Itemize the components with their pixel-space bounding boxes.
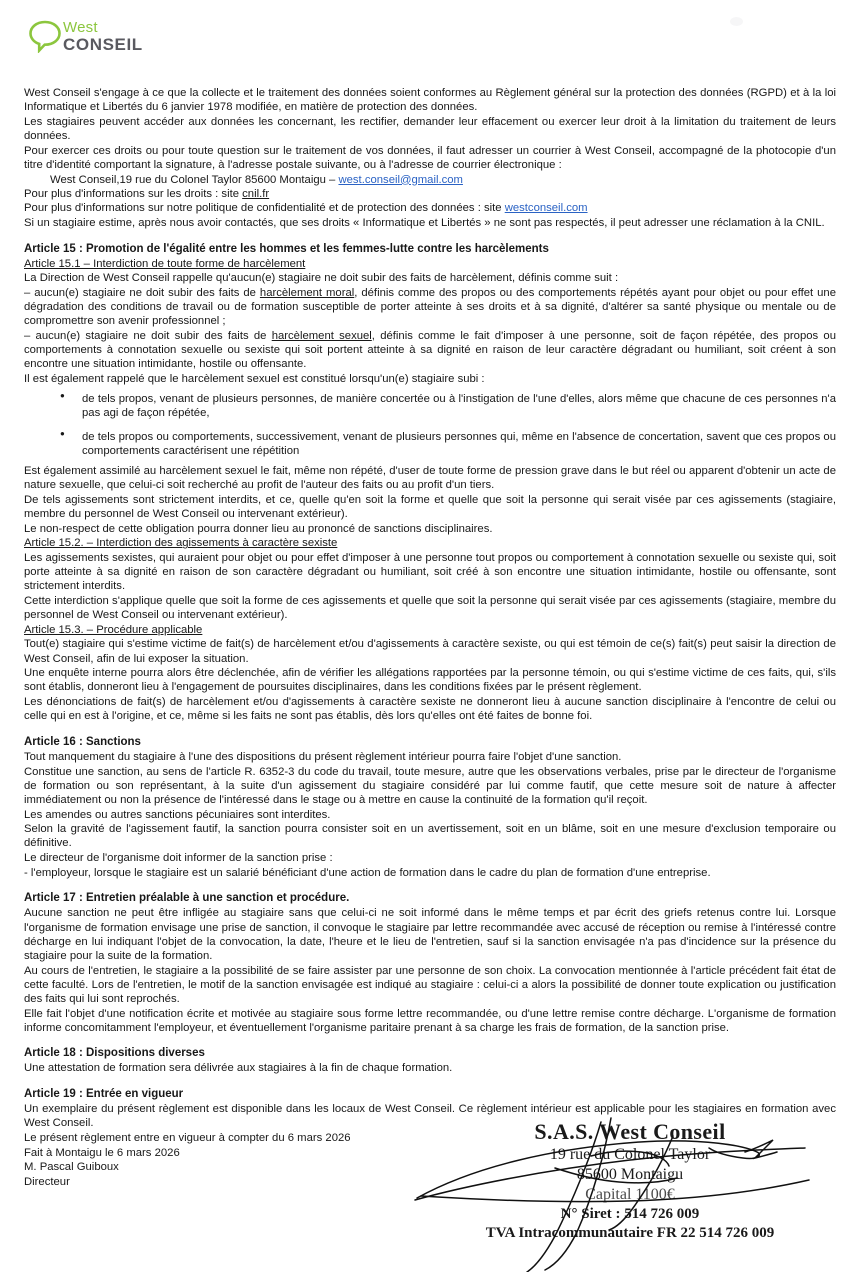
spacer — [24, 231, 836, 242]
stamp-capital: Capital 1100€ — [585, 1186, 675, 1204]
paragraph-disciplinary-sanctions: Le non-respect de cette obligation pourra donner lieu au prononcé de sanctions disciplinaires. — [24, 522, 493, 535]
stamp-siret: N° Siret : 514 726 009 — [560, 1206, 700, 1223]
sexual-text-a: – aucun(e) stagiaire ne doit subir des faits de — [24, 330, 272, 343]
paragraph-assimilated-harassment: Est également assimilé au harcèlement sexuel le fait, même non répété, d'user de toute forme de pression grave dans le but réel ou apparent d'obtenir un acte de nature sexuelle, que celui-ci soit recherché au profit de l'auteur des faits ou au profit d'un tiers. — [24, 464, 836, 492]
spacer — [24, 880, 836, 891]
email-link[interactable]: west.conseil@gmail.com — [338, 173, 463, 186]
paragraph-sexist-behaviour: Les agissements sexistes, qui auraient pour objet ou pour effet d'imposer à une personne tout propos ou comportement à connotation sexuelle ou sexiste qui, soit porte atteinte à sa dignité en raison de son caractère dégradant ou humiliant, soit créé à son encontre une situation intimidante, hostile ou offensante, sont strictement interdits. — [24, 551, 836, 593]
heading-article-15-1: Article 15.1 – Interdiction de toute forme de harcèlement — [24, 257, 306, 270]
logo-text-conseil: CONSEIL — [63, 34, 143, 54]
paragraph-17-notice: Aucune sanction ne peut être infligée au stagiaire sans que celui-ci ne soit informé dans le même temps et par écrit des griefs retenus contre lui. Lorsque l'organisme de formation envisage une prise de sanction, il convoque le stagiaire par lettre recommandée avec accusé de réception ou remise à l'intéressé contre décharge en lui indiquant l'objet de la convocation, la date, l'heure et le lieu de l'entretien, sauf si la sanction envisagée n'a pas d'incidence sur la présence du stagiaire pour la suite de la formation. — [24, 907, 836, 962]
address-text: West Conseil,19 rue du Colonel Taylor 85600 Montaigu – — [50, 173, 339, 186]
paragraph-privacy-policy — [24, 201, 836, 215]
paragraph-sexual-harassment — [24, 329, 836, 372]
heading-article-16: Article 16 : Sanctions — [24, 735, 141, 748]
heading-article-19: Article 19 : Entrée en vigueur — [24, 1088, 184, 1101]
privacy-prefix: Pour plus d'informations sur notre politique de confidentialité et de protection des données : site — [24, 202, 505, 215]
list-item: ● de tels propos, venant de plusieurs personnes, de manière concertée ou à l'instigation de l'une d'elles, alors même que chacune de ces personnes n'a pas agi de façon répétée, — [82, 392, 836, 420]
paragraph-internal-investigation: Une enquête interne pourra alors être déclenchée, afin de vérifier les allégations rapportées par la personne témoin, ou qui s'estime victime de ces faits, qui, s'ils sont établis, donneront lieu à l'engagement de poursuites disciplinaires, dans les conditions fixées par le présent règlement. — [24, 667, 836, 694]
paragraph-17-notification: Elle fait l'objet d'une notification écrite et motivée au stagiaire sous forme lettre recommandée, ou d'une lettre remise contre décharge. L'organisme de formation informe concomitamment l'employeur, et éventuellement l'organisme paritaire prenant à sa charge les frais de formation, de la sanction prise. — [24, 1007, 836, 1034]
heading-article-18: Article 18 : Dispositions diverses — [24, 1047, 205, 1060]
stamp-street: 19 rue du Colonel Taylor — [549, 1146, 711, 1164]
paragraph-strictly-forbidden: De tels agissements sont strictement interdits, et ce, quelle qu'en soit la forme et quelle que soit la personne qui serait visée par ces agissements (stagiaire, membre du personnel de West Conseil ou intervenant extérieur). — [24, 493, 836, 520]
paragraph-trainee-rights: Les stagiaires peuvent accéder aux données les concernant, les rectifier, demander leur effacement ou exercer leur droit à la limitation du traitement de leurs données. — [24, 115, 836, 143]
logo-text-west: West — [63, 18, 98, 36]
sexual-text-b: , définis comme le fait d'imposer à une personne, soit de façon répétée, des propos ou comportements à connotation sexuelle ou sexiste qui soit portent atteinte à sa dignité en raison de leur caractère dégradant ou humiliant, soit créent à son encontre une situation intimidante, hostile ou offensante. — [24, 330, 836, 371]
paragraph-exercise-rights: Pour exercer ces droits ou pour toute question sur le traitement de vos données, il faut adresser un courrier à West Conseil, accompagné de la photocopie d'un titre d'identité comportant la signature, à l'adresse postale suivante, ou à l'adresse de courrier électronique : — [24, 144, 836, 171]
paragraph-19-availability: Un exemplaire du présent règlement est disponible dans les locaux de West Conseil. Ce règlement intérieur est applicable pour les stagiaires en formation avec West Conseil. — [24, 1103, 836, 1130]
list-item-postal-address — [24, 173, 836, 187]
paragraph-19-place-date: Fait à Montaigu le 6 mars 2026 — [24, 1146, 180, 1159]
paragraph-good-faith-denunciation: Les dénonciations de fait(s) de harcèlement et/ou d'agissements à caractère sexiste ne donneront lieu à aucune sanction disciplinaire à l'encontre de celui ou celle qui en est à l'origine, et ce, même si les faits ne sont pas établis, dès lors qu'elles ont été faites de bonne foi. — [24, 696, 836, 723]
westconseil-site-link[interactable]: westconseil.com — [504, 202, 588, 215]
paragraph-16-severity: Selon la gravité de l'agissement fautif, la sanction pourra consister soit en un avertissement, soit en un blâme, soit en une mesure d'exclusion temporaire ou définitive. — [24, 823, 836, 850]
paragraph-15-1-intro: La Direction de West Conseil rappelle qu'aucun(e) stagiaire ne doit subir des faits de harcèlement, définis comme suit : — [24, 272, 619, 285]
paragraph-cnil-complaint: Si un stagiaire estime, après nous avoir contactés, que ses droits « Informatique et Libertés » ne sont pas respectés, il peut adresser une réclamation à la CNIL. — [24, 217, 825, 230]
paragraph-16-employer: - l'employeur, lorsque le stagiaire est un salarié bénéficiant d'une action de formation dans le cadre du plan de formation d'une entreprise. — [24, 866, 711, 879]
bullet-list-harassment — [24, 392, 836, 458]
paragraph-moral-harassment — [24, 286, 836, 329]
scan-artifact — [730, 17, 743, 26]
paragraph-19-effective-date: Le présent règlement entre en vigueur à compter du 6 mars 2026 — [24, 1131, 351, 1144]
paragraph-rgpd-compliance: West Conseil s'engage à ce que la collecte et le traitement des données soient conformes au Règlement général sur la protection des données (RGPD) et à la loi Informatique et Libertés du 6 janvier 1978 modifiée, en matière de protection des données. — [24, 87, 836, 114]
heading-article-17: Article 17 : Entretien préalable à une sanction et procédure. — [24, 892, 350, 905]
stamp-company-name: S.A.S. West Conseil — [534, 1119, 726, 1144]
document-body — [24, 86, 836, 1190]
signatory-title: Directeur — [24, 1175, 70, 1188]
moral-text-a: – aucun(e) stagiaire ne doit subir des faits de — [24, 287, 260, 299]
paragraph-16-definition: Constitue une sanction, au sens de l'article R. 6352-3 du code du travail, toute mesure, autre que les observations verbales, prise par le directeur de l'organisme de formation ou son représentant, à la suite d'un agissement du stagiaire considéré par lui comme fautif, que cette mesure soit de nature à affecter immédiatement ou non la présence de l'intéressé dans le stage ou à mettre en cause la continuité de la formation qu'il reçoit. — [24, 765, 836, 806]
company-logo — [28, 14, 143, 58]
heading-article-15-2: Article 15.2. – Interdiction des agissements à caractère sexiste — [24, 537, 338, 550]
spacer — [24, 1076, 836, 1087]
moral-text-b: , définis comme des propos ou des comportements répétés ayant pour objet ou pour effet une dégradation des conditions de travail ou de formation susceptible de porter atteinte à ses droits et à sa dignité, d'altérer sa santé physique ou mentale ou de compromettre son avenir professionnel ; — [24, 287, 836, 328]
paragraph-victim-procedure: Tout(e) stagiaire qui s'estime victime de fait(s) de harcèlement et/ou d'agissements à caractère sexiste, ou qui est témoin de ce(s) fait(s) peut saisir la direction de West Conseil, afin de lui exposer la situation. — [24, 638, 836, 665]
paragraph-interdiction-scope: Cette interdiction s'applique quelle que soit la forme de ces agissements et quelle que soit la personne qui serait visée par ces agissements (stagiaire, membre du personnel de West Conseil ou intervenant extérieur). — [24, 594, 836, 622]
sexual-harassment-term: harcèlement sexuel — [271, 330, 372, 343]
cnil-prefix: Pour plus d'informations sur les droits : site — [24, 187, 243, 200]
dash-marker — [24, 173, 50, 187]
paragraph-16-breach: Tout manquement du stagiaire à l'une des dispositions du présent règlement intérieur pourra faire l'objet d'une sanction. — [24, 750, 622, 763]
paragraph-18-certificate: Une attestation de formation sera délivrée aux stagiaires à la fin de chaque formation. — [24, 1062, 453, 1075]
paragraph-17-interview: Au cours de l'entretien, le stagiaire a la possibilité de se faire assister par une personne de son choix. La convocation mentionnée à l'article précédent fait état de cette faculté. Lors de l'entretien, le motif de la sanction envisagée est indiqué au stagiaire : celui-ci a alors la possibilité de donner toute explication ou justification des faits qui lui sont reprochés. — [24, 964, 836, 1005]
heading-article-15: Article 15 : Promotion de l'égalité entre les hommes et les femmes-lutte contre les harcèlements — [24, 242, 549, 255]
signatory-name: M. Pascal Guiboux — [24, 1161, 119, 1174]
paragraph-16-fines: Les amendes ou autres sanctions pécuniaires sont interdites. — [24, 808, 331, 821]
paragraph-16-inform: Le directeur de l'organisme doit informer de la sanction prise : — [24, 852, 333, 865]
list-item: ● de tels propos ou comportements, successivement, venant de plusieurs personnes qui, même en l'absence de concertation, savent que ces propos ou comportements caractérisent une répétition — [82, 430, 836, 458]
stamp-city: 85600 Montaigu — [576, 1166, 684, 1184]
cnil-site-link[interactable]: cnil.fr — [242, 187, 270, 200]
paragraph-cnil-info — [24, 187, 836, 201]
spacer — [24, 724, 836, 735]
heading-article-15-3: Article 15.3. – Procédure applicable — [24, 623, 203, 636]
company-stamp — [430, 1120, 830, 1243]
stamp-vat: TVA Intracommunautaire FR 22 514 726 009 — [485, 1224, 775, 1241]
speech-bubble-icon — [28, 19, 62, 53]
moral-harassment-term: harcèlement moral — [259, 287, 355, 299]
paragraph-harassment-constituted: Il est également rappelé que le harcèlement sexuel est constitué lorsqu'un(e) stagiaire subi : — [24, 373, 485, 386]
spacer — [24, 1035, 836, 1046]
